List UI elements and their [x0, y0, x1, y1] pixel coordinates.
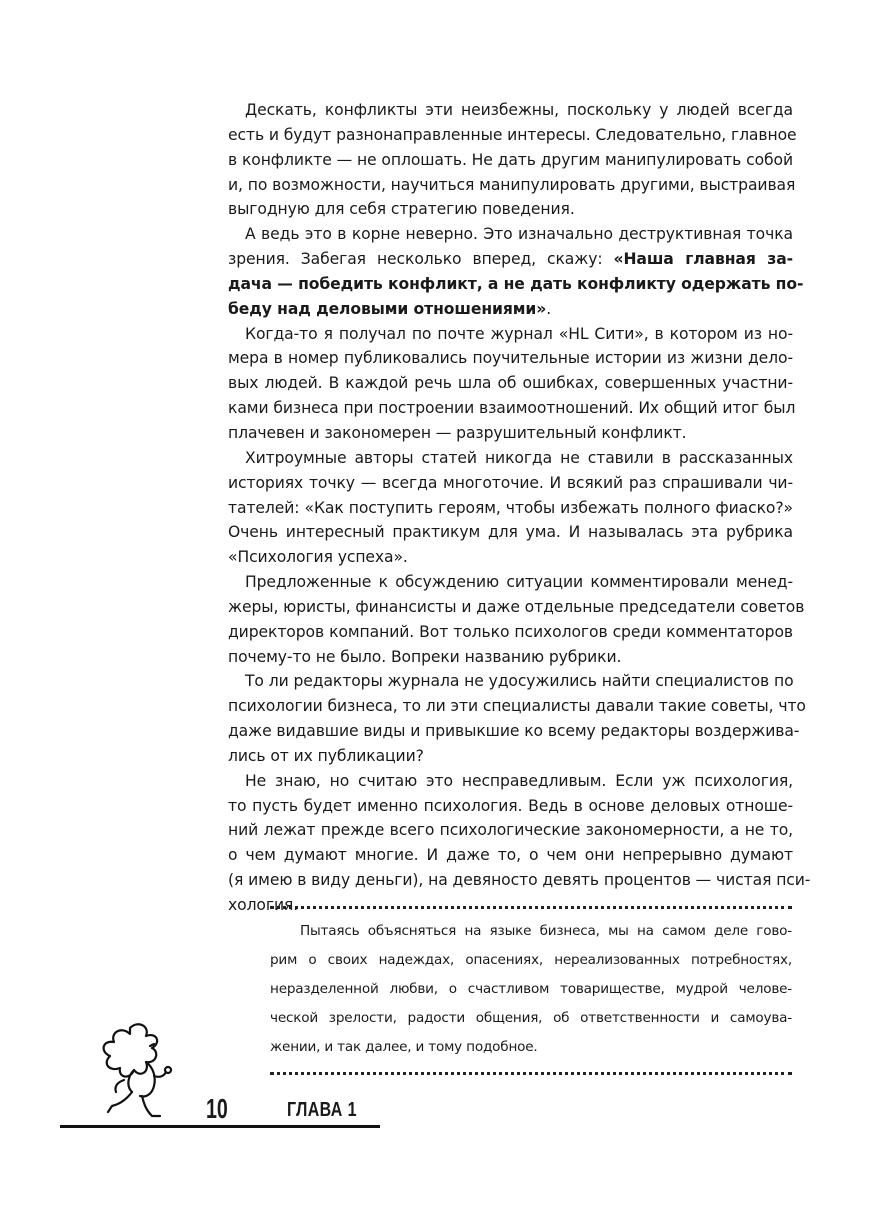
text-line — [228, 471, 793, 496]
text-line — [228, 421, 793, 446]
text: Не знаю, но считаю это несправедливым. Если уж психология, — [245, 771, 793, 790]
text-line — [228, 818, 793, 843]
text-line — [228, 868, 811, 893]
text: Очень интересный практикум для ума. И называлась эта рубрика — [228, 523, 793, 542]
text-line — [228, 222, 793, 247]
text: А ведь это в корне неверно. Это изначально деструктивная точка — [245, 225, 793, 244]
paragraph — [228, 322, 796, 446]
callout-line: жении, и так далее, и тому подобное. — [270, 1039, 538, 1055]
text-line — [228, 620, 793, 645]
text: даже видавшие виды и привыкшие ко всему редакторы воздержива- — [228, 722, 800, 741]
text-line — [228, 595, 805, 620]
text-line — [228, 446, 793, 471]
text-line — [228, 123, 797, 148]
text-line — [228, 645, 793, 670]
text: ний лежат прежде всего психологические закономерности, а не то, — [228, 821, 793, 840]
callout-body — [270, 909, 792, 1072]
text: . — [546, 299, 552, 318]
text: почему-то не было. Вопреки названию рубрики. — [228, 647, 622, 666]
bold-text: беду над деловыми отношениями» — [228, 299, 547, 318]
text-line — [228, 545, 793, 570]
bold-text: «Наша главная за- — [613, 250, 793, 269]
text: «Психология успеха». — [228, 548, 408, 567]
text: жеры, юристы, финансисты и даже отдельные председатели советов — [228, 597, 805, 616]
text-line — [228, 570, 793, 595]
text-line — [228, 496, 793, 521]
text: есть и будут разнонаправленные интересы. Следовательно, главное — [228, 125, 797, 144]
text: зрения. Забегая несколько вперед, скажу: — [228, 250, 614, 269]
text-line — [228, 197, 793, 222]
text-line — [228, 794, 793, 819]
text-line — [228, 371, 793, 396]
page-number: 10 — [206, 1093, 228, 1124]
text-line — [228, 669, 793, 694]
text-line — [228, 173, 796, 198]
text: и, по возможности, научиться манипулировать другими, выстраивая — [228, 175, 796, 194]
footer-rule — [60, 1125, 380, 1128]
paragraph — [228, 222, 804, 321]
paragraph — [228, 98, 797, 222]
paragraph — [228, 570, 805, 669]
text: Когда-то я получал по почте журнал «HL Сити», в котором из но- — [245, 324, 793, 343]
text-line — [228, 719, 800, 744]
text-line — [228, 346, 793, 371]
paragraph — [228, 769, 811, 918]
text-line — [228, 396, 796, 421]
text-line — [228, 98, 793, 123]
text: Хитроумные авторы статей никогда не ставили в рассказанных — [245, 448, 793, 467]
text-line — [228, 322, 793, 347]
text: Предложенные к обсуждению ситуации комментировали менед- — [245, 573, 793, 592]
text: директоров компаний. Вот только психологов среди комментаторов — [228, 622, 793, 641]
text-line — [228, 148, 793, 173]
text-line — [228, 520, 793, 545]
chapter-label: ГЛАВА 1 — [287, 1099, 357, 1121]
running-character-icon — [90, 1020, 200, 1125]
text-line — [228, 769, 793, 794]
text: вых людей. В каждой речь шла об ошибках, совершенных участни- — [228, 374, 793, 393]
text: психологии бизнеса, то ли эти специалисты давали такие советы, что — [228, 697, 806, 716]
paragraph — [228, 669, 806, 768]
text: тателей: «Как поступить героям, чтобы избежать полного фиаско?» — [228, 498, 793, 517]
text-line — [228, 272, 804, 297]
text: хология. — [228, 896, 299, 914]
text: ками бизнеса при построении взаимоотношений. Их общий итог был — [228, 399, 796, 418]
text: Дескать, конфликты эти неизбежны, поскольку у людей всегда — [245, 101, 793, 119]
callout-quote — [270, 906, 792, 1075]
text-line — [228, 694, 806, 719]
text: плачевен и закономерен — разрушительный конфликт. — [228, 423, 687, 442]
text: историях точку — всегда многоточие. И всякий раз спрашивали чи- — [228, 473, 793, 492]
text-line — [228, 297, 793, 322]
callout-line: Пытаясь объясняться на языке бизнеса, мы на самом деле гово- — [300, 923, 792, 939]
bold-text: дача — победить конфликт, а не дать конфликту одержать по- — [228, 274, 804, 293]
bottom-dotted-divider — [270, 1072, 792, 1075]
text: в конфликте — не оплошать. Не дать другим манипулировать собой — [228, 150, 793, 169]
text: о чем думают многие. И даже то, о чем они непрерывно думают — [228, 846, 793, 865]
text: то пусть будет именно психология. Ведь в основе деловых отноше- — [228, 796, 793, 815]
text: То ли редакторы журнала не удосужились найти специалистов по — [245, 672, 794, 691]
text-line — [228, 247, 793, 272]
callout-line: рим о своих надеждах, опасениях, нереализованных потребностях, — [270, 952, 792, 968]
text-line — [228, 843, 793, 868]
text: (я имею в виду деньги), на девяносто девять процентов — чистая пси- — [228, 871, 811, 890]
text: выгодную для себя стратегию поведения. — [228, 200, 575, 219]
text: лись от их публикации? — [228, 746, 424, 765]
main-text — [228, 98, 811, 918]
callout-line: ческой зрелости, радости общения, об ответственности и самоува- — [270, 1010, 792, 1026]
text-line — [228, 744, 793, 769]
paragraph — [228, 446, 793, 570]
text: мера в номер публиковались поучительные истории из жизни дело- — [228, 349, 793, 368]
callout-line: неразделенной любви, о счастливом товариществе, мудрой челове- — [270, 981, 792, 997]
